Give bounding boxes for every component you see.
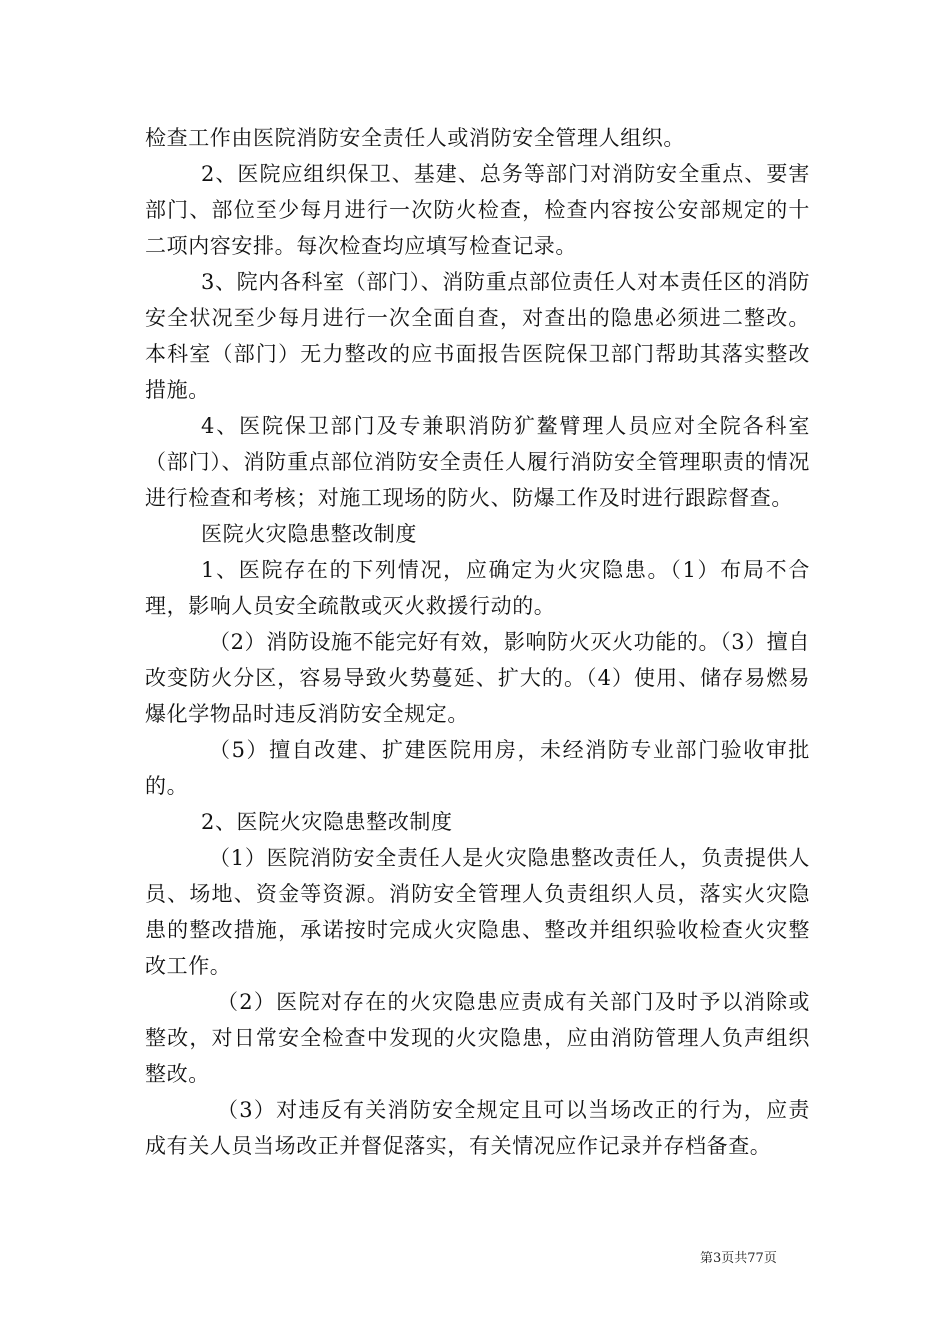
paragraph-hazard-5: （5）擅自改建、扩建医院用房，未经消防专业部门验收审批的。 <box>145 738 810 798</box>
paragraph-item-3: 3、院内各科室（部门）、消防重点部位责任人对本责任区的消防安全状况至少每月进行一次全面自查，对查出的隐患必须进二整改。本科室（部门）无力整改的应书面报告医院保卫部门帮助其落实整改措施。 <box>145 270 810 402</box>
paragraph-item-2: 2、医院应组织保卫、基建、总务等部门对消防安全重点、要害部门、部位至少每月进行一次防火检查，检查内容按公安部规定的十二项内容安排。每次检查均应填写检查记录。 <box>145 162 810 258</box>
paragraph-rectification-2: （2）医院对存在的火灾隐患应责成有关部门及时予以消除或整改，对日常安全检查中发现的火灾隐患，应由消防管理人负声组织整改。 <box>145 990 810 1086</box>
paragraph-hazard-1: 1、医院存在的下列情况，应确定为火灾隐患。（1）布局不合理，影响人员安全疏散或灭火救援行动的。 <box>145 558 810 618</box>
paragraph-rectification-1: （1）医院消防安全责任人是火灾隐患整改责任人，负责提供人员、场地、资金等资源。消防安全管理人负责组织人员，落实火灾隐患的整改措施，承诺按时完成火灾隐患、整改并组织验收检查火灾整改工作。 <box>145 846 810 978</box>
paragraph-rectification-3: （3）对违反有关消防安全规定且可以当场改正的行为，应责成有关人员当场改正并督促落实，有关情况应作记录并存档备查。 <box>145 1098 810 1158</box>
page-number: 第3页共77页 <box>700 1251 777 1266</box>
paragraph-hazard-2-4: （2）消防设施不能完好有效，影响防火灭火功能的。（3）擅自改变防火分区，容易导致火势蔓延、扩大的。（4）使用、储存易燃易爆化学物品时违反消防安全规定。 <box>145 630 810 726</box>
paragraph-continuation: 检查工作由医院消防安全责任人或消防安全管理人组织。 <box>145 126 685 150</box>
paragraph-item-4: 4、医院保卫部门及专兼职消防犷鳌臂理人员应对全院各科室（部门）、消防重点部位消防安全责任人履行消防安全管理职责的情况进行检查和考核；对施工现场的防火、防爆工作及时进行跟踪督查。 <box>145 414 810 510</box>
document-body <box>145 120 810 1164</box>
section-heading: 医院火灾隐患整改制度 <box>201 522 417 546</box>
subsection-heading: 2、医院火灾隐患整改制度 <box>201 810 453 834</box>
